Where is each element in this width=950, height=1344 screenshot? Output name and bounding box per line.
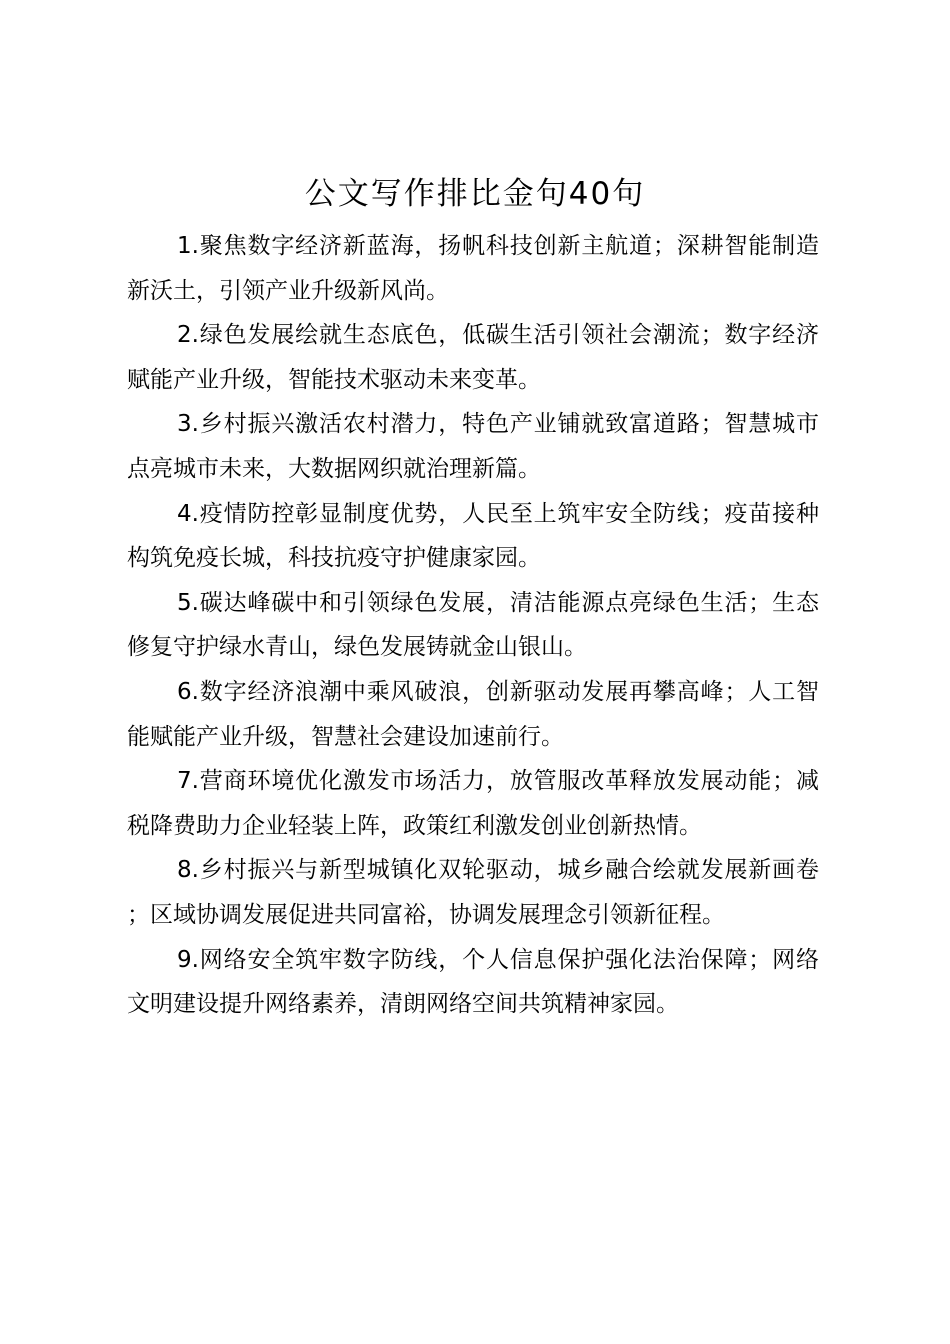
paragraph-6: 6.数字经济浪潮中乘风破浪，创新驱动发展再攀高峰；人工智能赋能产业升级，智慧社会建设加速前行。 [127,678,819,750]
paragraph-4: 4.疫情防控彰显制度优势，人民至上筑牢安全防线；疫苗接种构筑免疫长城，科技抗疫守护健康家园。 [127,500,819,572]
paragraph-7: 7.营商环境优化激发市场活力，放管服改革释放发展动能；减税降费助力企业轻装上阵，政策红利激发创业创新热情。 [127,768,819,839]
document-title: 公文写作排比金句40句 [304,176,646,212]
document-body [127,224,819,1027]
paragraph-2: 2.绿色发展绘就生态底色，低碳生活引领社会潮流；数字经济赋能产业升级，智能技术驱动未来变革。 [127,322,819,393]
paragraph-3: 3.乡村振兴激活农村潜力，特色产业铺就致富道路；智慧城市点亮城市未来，大数据网织就治理新篇。 [127,411,819,482]
paragraph-8: 8.乡村振兴与新型城镇化双轮驱动，城乡融合绘就发展新画卷；区域协调发展促进共同富裕，协调发展理念引领新征程。 [127,857,819,928]
paragraph-9: 9.网络安全筑牢数字防线，个人信息保护强化法治保障；网络文明建设提升网络素养，清朗网络空间共筑精神家园。 [127,946,819,1018]
paragraph-1: 1.聚焦数字经济新蓝海，扬帆科技创新主航道；深耕智能制造新沃土，引领产业升级新风尚。 [127,233,819,304]
paragraph-5: 5.碳达峰碳中和引领绿色发展，清洁能源点亮绿色生活；生态修复守护绿水青山，绿色发展铸就金山银山。 [127,589,819,661]
